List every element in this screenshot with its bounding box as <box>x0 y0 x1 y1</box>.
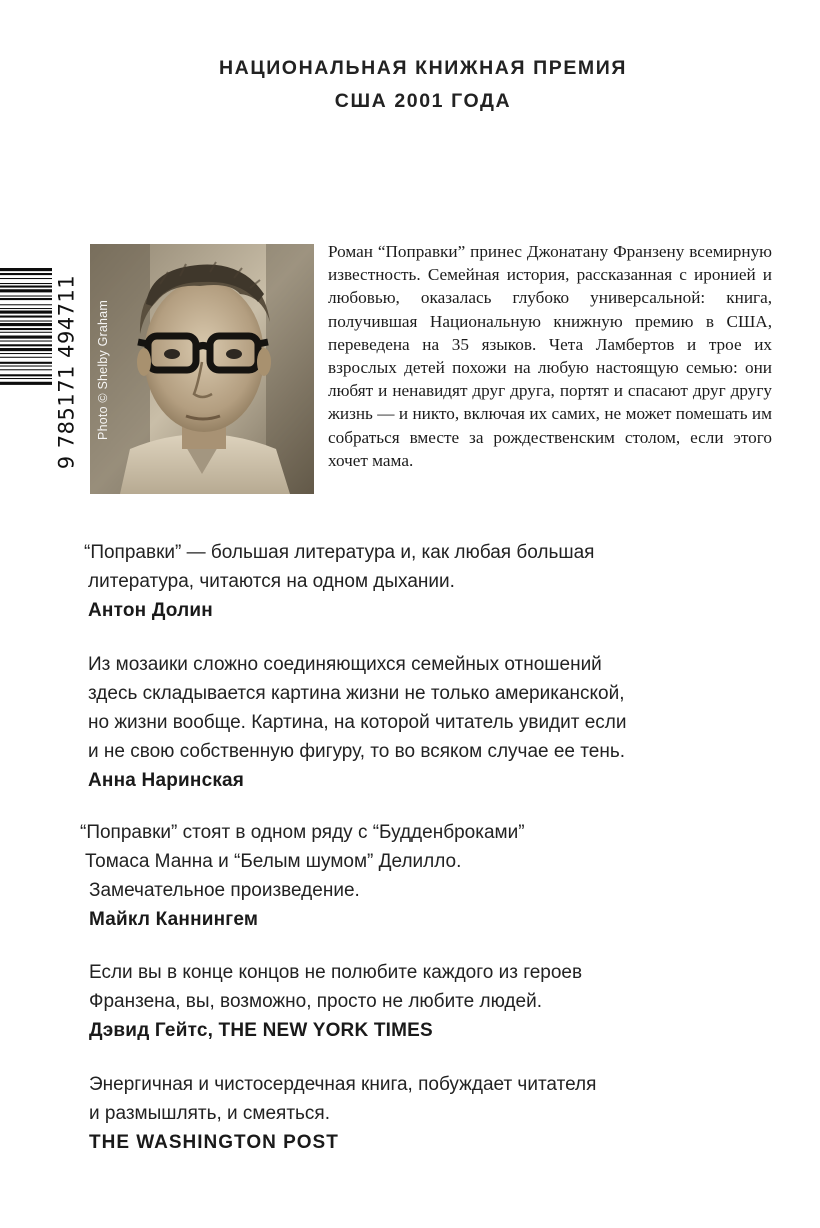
barcode-bar <box>0 374 52 376</box>
quote-author: THE WASHINGTON POST <box>89 1132 339 1153</box>
barcode-bar <box>0 328 52 330</box>
barcode-bar <box>0 321 52 322</box>
barcode-bar <box>0 378 52 379</box>
quote-line: но жизни вообще. Картина, на которой читатель увидит если <box>88 712 627 733</box>
barcode-bar <box>0 308 52 309</box>
review-quote-3 <box>80 818 800 934</box>
quote-line: Если вы в конце концов не полюбите каждого из героев <box>89 962 583 983</box>
review-quote-4 <box>89 958 809 1045</box>
barcode-bar <box>0 283 52 284</box>
award-heading-line-2: США 2001 ГОДА <box>334 90 512 112</box>
quote-author: Антон Долин <box>88 600 213 621</box>
quote-line: Томаса Манна и “Белым шумом” Делилло. <box>85 851 462 872</box>
quote-author: Дэвид Гейтс, THE NEW YORK TIMES <box>89 1020 433 1041</box>
barcode-bar <box>0 296 52 297</box>
isbn-digits: 9 785171 494711 <box>54 274 79 470</box>
barcode-bar <box>0 362 52 364</box>
award-heading <box>0 52 820 118</box>
isbn-digits-container <box>52 266 80 478</box>
barcode-bar <box>0 273 52 275</box>
quote-line: Франзена, вы, возможно, просто не любите людей. <box>89 991 542 1012</box>
barcode-bar <box>0 278 52 279</box>
barcode-bar <box>0 332 52 333</box>
barcode-bar <box>0 286 52 288</box>
quote-line: литература, читаются на одном дыхании. <box>88 571 455 592</box>
barcode-bar <box>0 304 52 305</box>
barcode-bar <box>0 298 52 300</box>
photo-credit-container <box>92 250 114 490</box>
review-quote-5 <box>89 1070 809 1157</box>
photo-credit: Photo © Shelby Graham <box>96 300 110 440</box>
barcode-bar <box>0 323 52 326</box>
barcode-bar <box>0 311 52 314</box>
quote-line: и размышлять, и смеяться. <box>89 1103 330 1124</box>
barcode-bar <box>0 366 52 367</box>
author-photo <box>90 244 314 494</box>
barcode-bar <box>0 289 52 292</box>
barcode-bar <box>0 268 52 271</box>
barcode-bar <box>0 369 52 370</box>
quote-line: “Поправки” стоят в одном ряду с “Будденброками” <box>80 822 525 843</box>
barcode-bar <box>0 341 52 342</box>
quote-line: и не свою собственную фигуру, то во всяком случае ее тень. <box>88 741 625 762</box>
quote-line: Замечательное произведение. <box>89 880 360 901</box>
review-quote-2 <box>88 650 808 795</box>
barcode-bar <box>0 382 52 385</box>
barcode-bar <box>0 344 52 346</box>
barcode-bar <box>0 336 52 339</box>
barcode-bar <box>0 353 52 354</box>
quote-line: “Поправки” — большая литература и, как любая большая <box>84 542 595 563</box>
barcode-bar <box>0 316 52 318</box>
barcode-bar <box>0 348 52 351</box>
quote-author: Анна Наринская <box>88 770 245 791</box>
quote-line: Энергичная и чистосердечная книга, побуждает читателя <box>89 1074 597 1095</box>
book-description: Роман “Поправки” принес Джонатану Франзену всемирную известность. Семейная история, рассказанная с иронией и любовью, оказалась глубоко универсальной: книга, получившая Национальную книжную премию в США, переведена на 35 языков. Чета Ламбертов и трое их взрослых детей похожи на любую настоящую семью: они любят и ненавидят друг друга, портят и спасают друг другу жизнь — и никто, включая их самих, не может помешать им собраться вместе за рождественским столом, если этого хочет мама. <box>328 242 772 470</box>
award-heading-line-1: НАЦИОНАЛЬНАЯ КНИЖНАЯ ПРЕМИЯ <box>218 57 627 79</box>
quote-author: Майкл Каннингем <box>89 909 259 930</box>
review-quote-1 <box>84 538 804 625</box>
quote-line: Из мозаики сложно соединяющихся семейных отношений <box>88 654 602 675</box>
barcode-bar <box>0 357 52 358</box>
quote-line: здесь складывается картина жизни не только американской, <box>88 683 625 704</box>
